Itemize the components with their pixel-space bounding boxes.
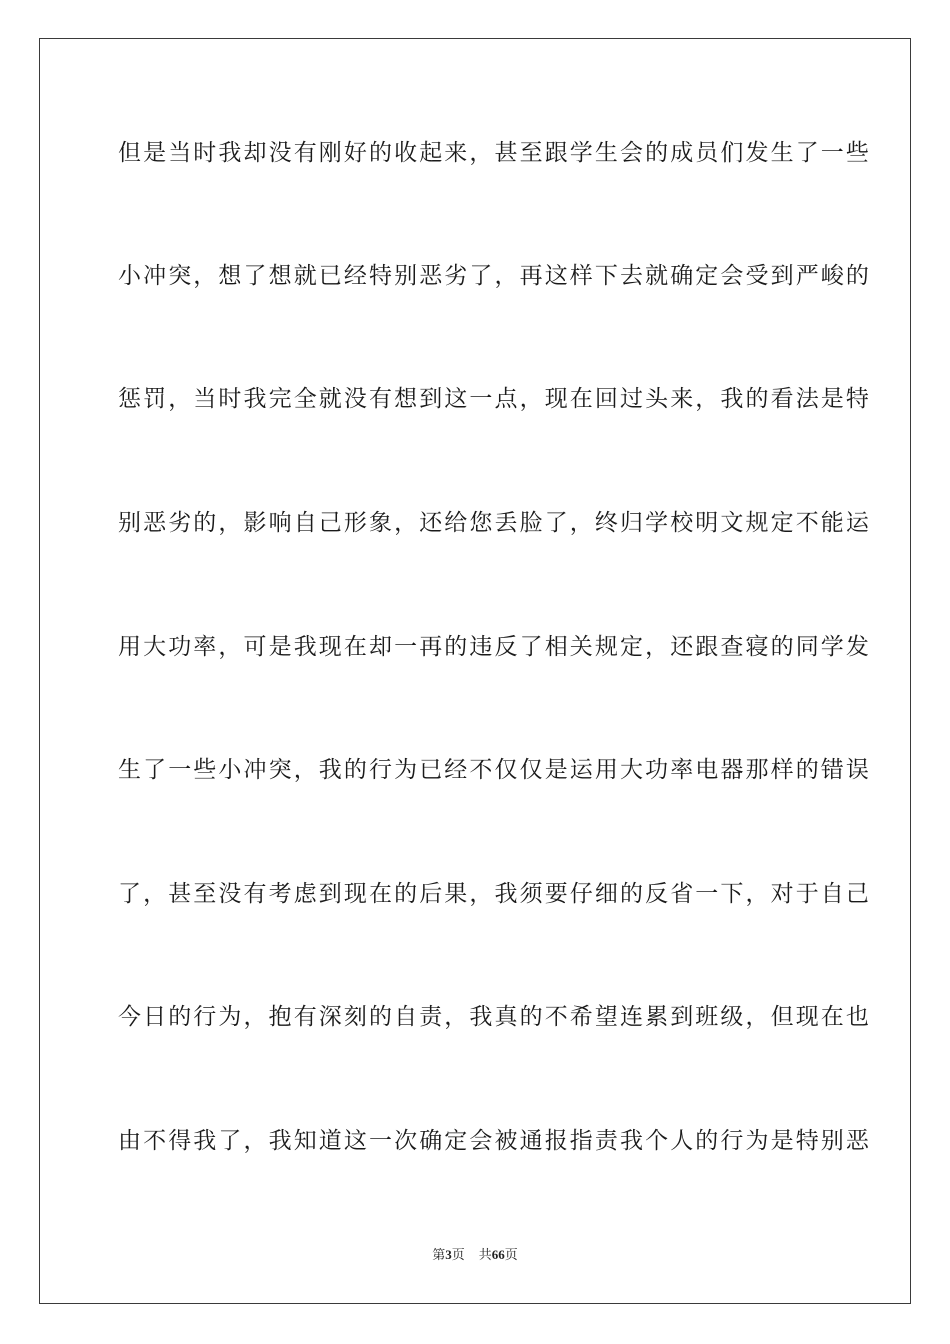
total-pages: 66	[491, 1247, 505, 1262]
text-line: 由不得我了，我知道这一次确定会被通报指责我个人的行为是特别恶	[118, 1128, 871, 1154]
text-line: 生了一些小冲突，我的行为已经不仅仅是运用大功率电器那样的错误	[118, 757, 871, 783]
text-line: 别恶劣的，影响自己形象，还给您丢脸了，终归学校明文规定不能运	[118, 510, 871, 536]
text-line: 但是当时我却没有刚好的收起来，甚至跟学生会的成员们发生了一些	[118, 140, 871, 166]
page-border	[39, 38, 911, 1304]
text-line: 用大功率，可是我现在却一再的违反了相关规定，还跟查寝的同学发	[118, 634, 871, 660]
page-footer	[0, 1246, 950, 1265]
text-line: 小冲突，想了想就已经特别恶劣了，再这样下去就确定会受到严峻的	[118, 263, 871, 289]
page-number: 3	[445, 1247, 452, 1262]
text-line: 了，甚至没有考虑到现在的后果，我须要仔细的反省一下，对于自己	[118, 881, 871, 907]
page-prefix: 第	[432, 1248, 446, 1263]
page-suffix: 页	[451, 1248, 465, 1263]
text-line: 今日的行为，抱有深刻的自责，我真的不希望连累到班级，但现在也	[118, 1004, 871, 1030]
total-suffix: 页	[504, 1248, 518, 1263]
text-line: 惩罚，当时我完全就没有想到这一点，现在回过头来，我的看法是特	[118, 386, 871, 412]
total-prefix: 共	[478, 1248, 492, 1263]
